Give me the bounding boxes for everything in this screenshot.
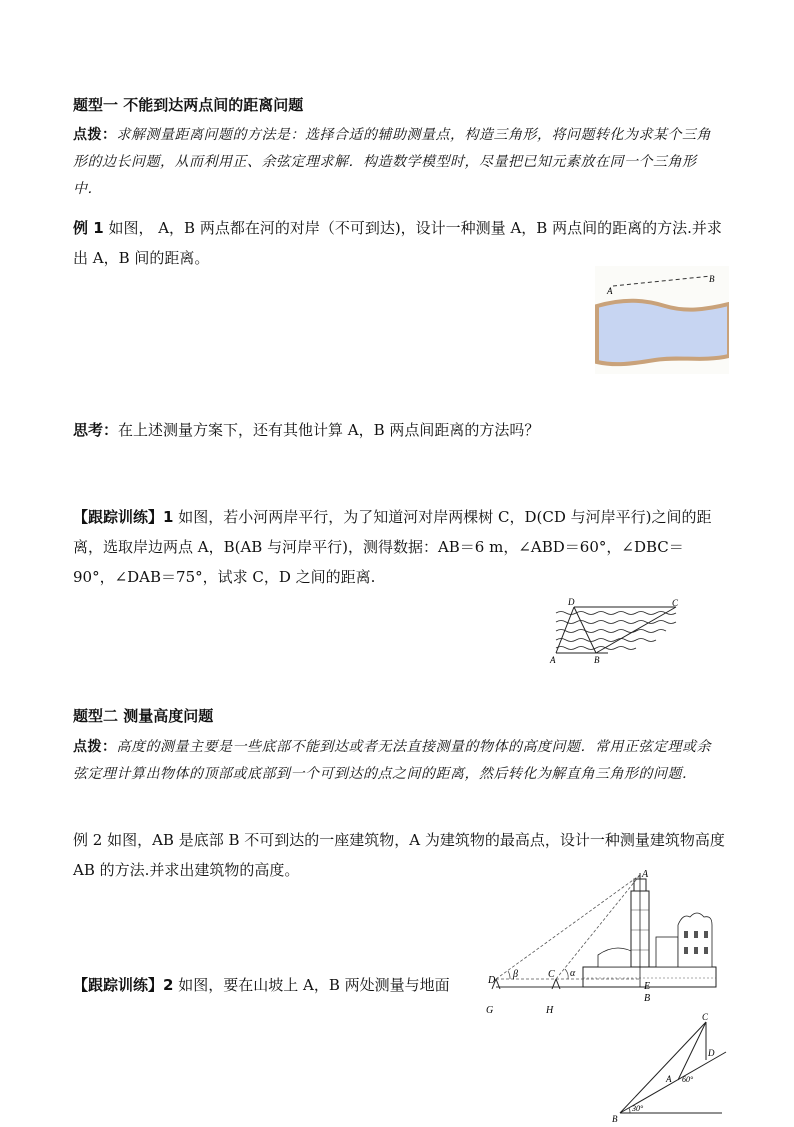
- training2-text: 如图，要在山坡上 A，B 两处测量与地面: [173, 976, 450, 994]
- fig2-label-a: A: [550, 655, 556, 665]
- slope-label-c: C: [702, 1012, 709, 1022]
- slope-label-d: D: [708, 1048, 715, 1058]
- fig2-label-d: D: [568, 597, 575, 607]
- tip2-text: 高度的测量主要是一些底部不能到达或者无法直接测量的物体的高度问题．常用正弦定理或余弦定理计算出物体的顶部或底部到一个可到达的点之间的距离，然后转化为解直角三角形的问题．: [73, 739, 711, 782]
- river-label-b: B: [709, 274, 715, 284]
- slope-label-b: B: [612, 1114, 618, 1123]
- training1-label: 【跟踪训练】1: [73, 508, 174, 526]
- example1: [73, 213, 725, 273]
- training2-label: 【跟踪训练】2: [73, 976, 174, 994]
- bld-label-alpha: α: [570, 968, 576, 979]
- section1-title: 题型一 不能到达两点间的距离问题: [73, 96, 304, 114]
- river-figure: [595, 266, 729, 378]
- bld-label-d: D: [488, 975, 496, 986]
- example2: 例 2 如图，AB 是底部 B 不可到达的一座建筑物，A 为建筑物的最高点，设计一种测量建筑物高度 AB 的方法.并求出建筑物的高度。: [73, 831, 725, 879]
- bld-label-a: A: [642, 869, 649, 880]
- think-question: [73, 415, 725, 445]
- example1-text: 如图， A，B 两点都在河的对岸（不可到达)，设计一种测量 A，B 两点间的距离的方法.并求出 A，B 间的距离。: [73, 219, 722, 267]
- tip-label: 点拨：: [73, 127, 117, 143]
- slope-label-a: A: [666, 1074, 672, 1084]
- slope-angle-30: 30°: [632, 1104, 644, 1113]
- training1: [73, 502, 725, 592]
- think-label: 思考：: [73, 421, 119, 439]
- tip-text: 求解测量距离问题的方法是：选择合适的辅助测量点，构造三角形，将问题转化为求某个三角形的边长问题，从而利用正、余弦定理求解．构造数学模型时，尽量把已知元素放在同一个三角形中．: [73, 127, 711, 197]
- fig2-label-b: B: [594, 655, 600, 665]
- example1-label: 例 1: [73, 219, 104, 237]
- bld-label-h: H: [546, 1005, 554, 1016]
- bld-label-b: B: [644, 993, 651, 1004]
- bld-label-g: G: [486, 1005, 494, 1016]
- slope-angle-60: 60°: [682, 1075, 694, 1084]
- section2-title: 题型二 测量高度问题: [73, 707, 214, 725]
- section1-tip: [73, 122, 725, 203]
- river-trees-figure: [548, 597, 688, 673]
- section2-tip: [73, 734, 725, 788]
- think-text: 在上述测量方案下，还有其他计算 A，B 两点间距离的方法吗？: [118, 421, 540, 439]
- bld-label-beta: β: [513, 969, 518, 980]
- bld-label-e: E: [644, 981, 651, 992]
- slope-figure: [608, 1010, 732, 1127]
- tip2-label: 点拨：: [73, 739, 117, 755]
- training1-text: 如图，若小河两岸平行，为了知道河对岸两棵树 C，D(CD 与河岸平行)之间的距离，选取岸边两点 A，B(AB 与河岸平行)，测得数据：AB＝6 m，∠ABD＝60°，∠DBC＝90°，∠DAB＝75°，试求 C，D 之间的距离.: [73, 508, 712, 586]
- bld-label-c: C: [548, 969, 555, 980]
- river-label-a: A: [607, 286, 613, 296]
- training2: [73, 970, 725, 1000]
- fig2-label-c: C: [672, 598, 679, 608]
